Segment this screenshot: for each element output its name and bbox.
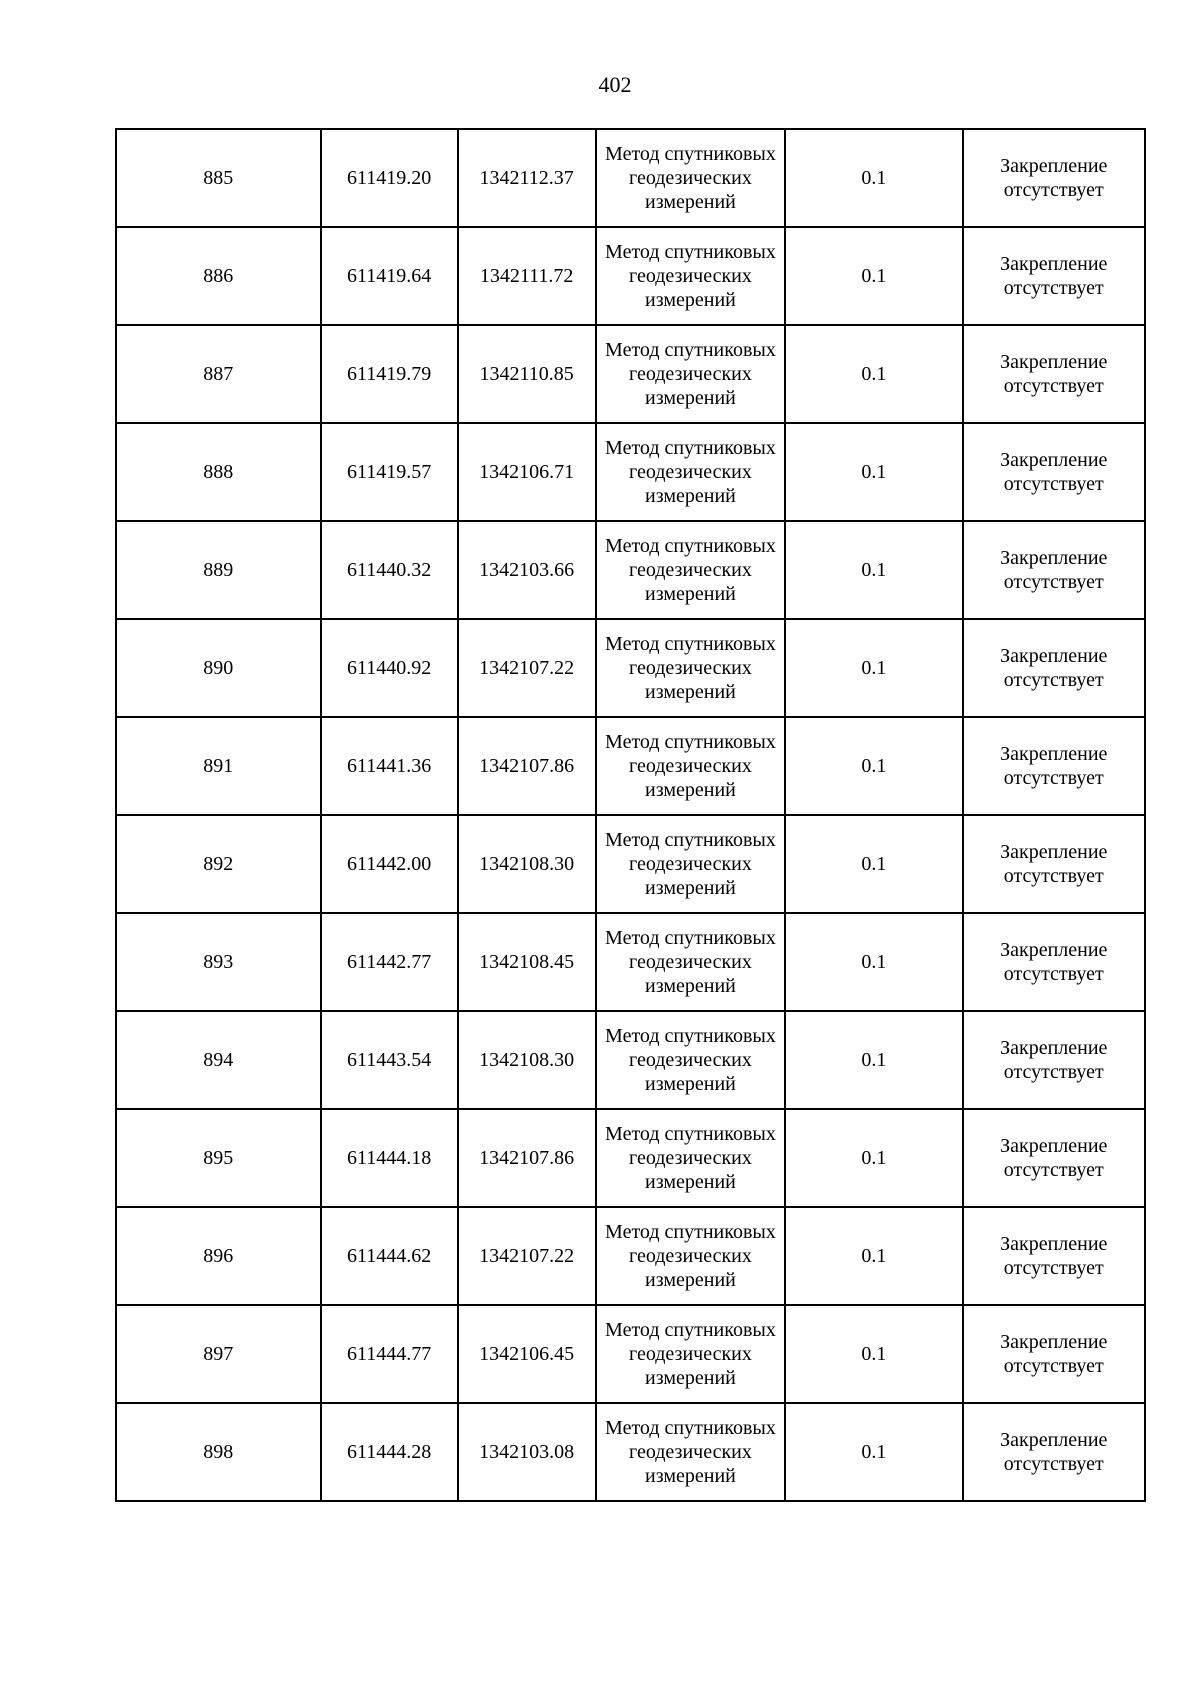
x-coordinate-cell: 611444.77: [321, 1305, 458, 1403]
x-coordinate-cell: 611441.36: [321, 717, 458, 815]
fixing-text: Закрепление отсутствует: [1000, 449, 1108, 495]
x-coordinate-cell: 611419.79: [321, 325, 458, 423]
table-row: [116, 913, 1145, 1011]
fixing-cell: [963, 1305, 1145, 1403]
point-number-cell: 897: [116, 1305, 321, 1403]
method-text: Метод спутниковых геодезических измерений: [605, 535, 776, 605]
fixing-text: Закрепление отсутствует: [1000, 939, 1108, 985]
point-number-cell: 888: [116, 423, 321, 521]
coordinates-table: [115, 128, 1146, 1502]
y-coordinate-cell: 1342103.66: [458, 521, 596, 619]
table-row: [116, 815, 1145, 913]
point-number-cell: 898: [116, 1403, 321, 1501]
method-text: Метод спутниковых геодезических измерений: [605, 1123, 776, 1193]
method-text: Метод спутниковых геодезических измерений: [605, 731, 776, 801]
y-coordinate-cell: 1342108.30: [458, 815, 596, 913]
point-number-cell: 893: [116, 913, 321, 1011]
precision-cell: 0.1: [785, 1109, 962, 1207]
fixing-cell: [963, 1207, 1145, 1305]
point-number-cell: 894: [116, 1011, 321, 1109]
coordinates-table-body: [116, 129, 1145, 1501]
fixing-text: Закрепление отсутствует: [1000, 351, 1108, 397]
x-coordinate-cell: 611444.28: [321, 1403, 458, 1501]
table-row: [116, 619, 1145, 717]
fixing-cell: [963, 619, 1145, 717]
y-coordinate-cell: 1342107.86: [458, 1109, 596, 1207]
fixing-text: Закрепление отсутствует: [1000, 841, 1108, 887]
method-text: Метод спутниковых геодезических измерений: [605, 1221, 776, 1291]
fixing-text: Закрепление отсутствует: [1000, 1135, 1108, 1181]
fixing-text: Закрепление отсутствует: [1000, 743, 1108, 789]
fixing-text: Закрепление отсутствует: [1000, 1429, 1108, 1475]
method-cell: [596, 815, 785, 913]
fixing-cell: [963, 423, 1145, 521]
x-coordinate-cell: 611440.92: [321, 619, 458, 717]
table-row: [116, 325, 1145, 423]
fixing-cell: [963, 1109, 1145, 1207]
precision-cell: 0.1: [785, 717, 962, 815]
page-number: 402: [598, 72, 632, 97]
point-number-cell: 892: [116, 815, 321, 913]
y-coordinate-cell: 1342107.22: [458, 1207, 596, 1305]
fixing-text: Закрепление отсутствует: [1000, 253, 1108, 299]
fixing-text: Закрепление отсутствует: [1000, 1233, 1108, 1279]
precision-cell: 0.1: [785, 1305, 962, 1403]
fixing-cell: [963, 913, 1145, 1011]
method-text: Метод спутниковых геодезических измерений: [605, 339, 776, 409]
x-coordinate-cell: 611419.20: [321, 129, 458, 227]
precision-cell: 0.1: [785, 815, 962, 913]
fixing-cell: [963, 815, 1145, 913]
point-number-cell: 891: [116, 717, 321, 815]
y-coordinate-cell: 1342106.71: [458, 423, 596, 521]
method-text: Метод спутниковых геодезических измерений: [605, 1319, 776, 1389]
point-number-cell: 887: [116, 325, 321, 423]
precision-cell: 0.1: [785, 325, 962, 423]
fixing-text: Закрепление отсутствует: [1000, 645, 1108, 691]
method-cell: [596, 1109, 785, 1207]
x-coordinate-cell: 611444.18: [321, 1109, 458, 1207]
precision-cell: 0.1: [785, 423, 962, 521]
table-row: [116, 1109, 1145, 1207]
fixing-text: Закрепление отсутствует: [1000, 1331, 1108, 1377]
y-coordinate-cell: 1342111.72: [458, 227, 596, 325]
table-row: [116, 423, 1145, 521]
method-text: Метод спутниковых геодезических измерений: [605, 927, 776, 997]
method-text: Метод спутниковых геодезических измерений: [605, 437, 776, 507]
y-coordinate-cell: 1342110.85: [458, 325, 596, 423]
method-text: Метод спутниковых геодезических измерений: [605, 241, 776, 311]
x-coordinate-cell: 611419.64: [321, 227, 458, 325]
table-row: [116, 1011, 1145, 1109]
method-text: Метод спутниковых геодезических измерений: [605, 633, 776, 703]
y-coordinate-cell: 1342103.08: [458, 1403, 596, 1501]
method-cell: [596, 1207, 785, 1305]
point-number-cell: 896: [116, 1207, 321, 1305]
fixing-text: Закрепление отсутствует: [1000, 547, 1108, 593]
method-cell: [596, 423, 785, 521]
precision-cell: 0.1: [785, 1207, 962, 1305]
x-coordinate-cell: 611442.00: [321, 815, 458, 913]
table-row: [116, 1403, 1145, 1501]
method-cell: [596, 913, 785, 1011]
fixing-cell: [963, 1403, 1145, 1501]
precision-cell: 0.1: [785, 1011, 962, 1109]
y-coordinate-cell: 1342107.22: [458, 619, 596, 717]
x-coordinate-cell: 611443.54: [321, 1011, 458, 1109]
table-row: [116, 129, 1145, 227]
fixing-text: Закрепление отсутствует: [1000, 1037, 1108, 1083]
method-text: Метод спутниковых геодезических измерений: [605, 829, 776, 899]
y-coordinate-cell: 1342106.45: [458, 1305, 596, 1403]
table-row: [116, 521, 1145, 619]
method-cell: [596, 129, 785, 227]
method-text: Метод спутниковых геодезических измерений: [605, 1025, 776, 1095]
method-cell: [596, 717, 785, 815]
point-number-cell: 886: [116, 227, 321, 325]
fixing-text: Закрепление отсутствует: [1000, 155, 1108, 201]
method-cell: [596, 1011, 785, 1109]
point-number-cell: 885: [116, 129, 321, 227]
table-row: [116, 717, 1145, 815]
method-cell: [596, 325, 785, 423]
y-coordinate-cell: 1342112.37: [458, 129, 596, 227]
precision-cell: 0.1: [785, 619, 962, 717]
fixing-cell: [963, 325, 1145, 423]
method-cell: [596, 1403, 785, 1501]
fixing-cell: [963, 717, 1145, 815]
method-text: Метод спутниковых геодезических измерений: [605, 143, 776, 213]
fixing-cell: [963, 521, 1145, 619]
y-coordinate-cell: 1342107.86: [458, 717, 596, 815]
point-number-cell: 895: [116, 1109, 321, 1207]
fixing-cell: [963, 1011, 1145, 1109]
precision-cell: 0.1: [785, 227, 962, 325]
x-coordinate-cell: 611442.77: [321, 913, 458, 1011]
table-row: [116, 227, 1145, 325]
point-number-cell: 889: [116, 521, 321, 619]
y-coordinate-cell: 1342108.45: [458, 913, 596, 1011]
method-cell: [596, 1305, 785, 1403]
precision-cell: 0.1: [785, 521, 962, 619]
precision-cell: 0.1: [785, 1403, 962, 1501]
fixing-cell: [963, 129, 1145, 227]
method-cell: [596, 619, 785, 717]
x-coordinate-cell: 611444.62: [321, 1207, 458, 1305]
y-coordinate-cell: 1342108.30: [458, 1011, 596, 1109]
fixing-cell: [963, 227, 1145, 325]
method-cell: [596, 521, 785, 619]
method-text: Метод спутниковых геодезических измерений: [605, 1417, 776, 1487]
table-row: [116, 1207, 1145, 1305]
point-number-cell: 890: [116, 619, 321, 717]
precision-cell: 0.1: [785, 129, 962, 227]
table-row: [116, 1305, 1145, 1403]
method-cell: [596, 227, 785, 325]
x-coordinate-cell: 611440.32: [321, 521, 458, 619]
x-coordinate-cell: 611419.57: [321, 423, 458, 521]
precision-cell: 0.1: [785, 913, 962, 1011]
